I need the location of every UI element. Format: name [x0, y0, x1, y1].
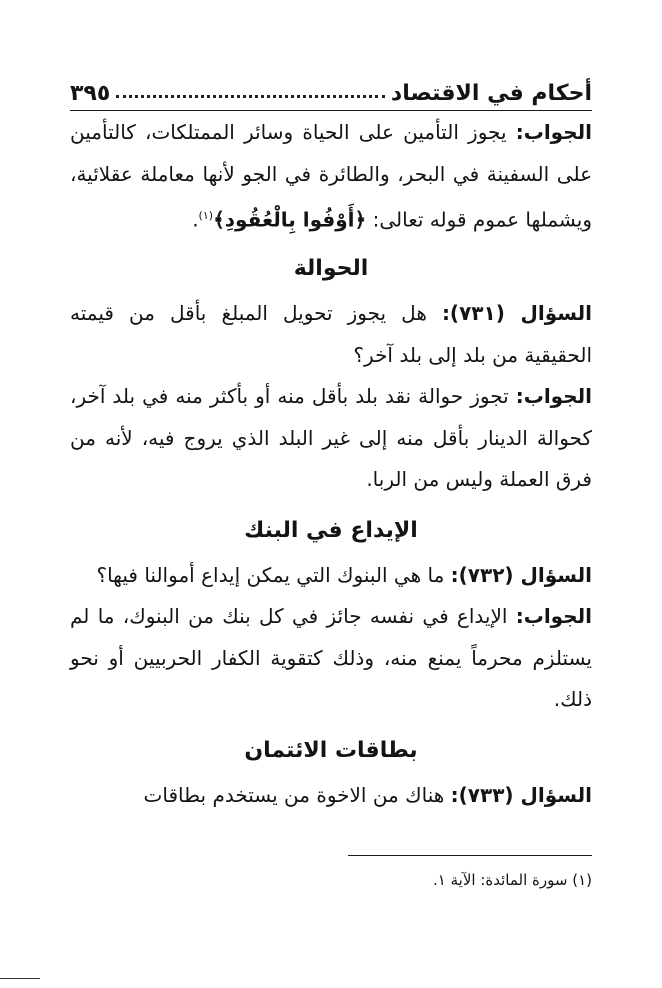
- section-heading-credit-cards: بطاقات الائتمان: [244, 737, 418, 763]
- answer-label: الجواب:: [515, 604, 592, 629]
- section-heading-deposit: الإيداع في البنك: [244, 517, 418, 543]
- question-label: السؤال (٧٣٣):: [450, 782, 592, 807]
- answer-text: تجوز حوالة نقد بلد بأقل منه أو بأكثر منه في بلد آخر، كحوالة الدينار بأقل منه إلى غير البلد الذي يروج فيه، لأنه من فرق العملة وليس من الربا.: [70, 384, 592, 492]
- question-text: ما هي البنوك التي يمكن إيداع أموالنا فيها؟: [96, 562, 451, 587]
- running-header: [70, 66, 592, 111]
- page-number: ٣٩٥: [70, 81, 111, 106]
- header-title: أحكام في الاقتصاد: [390, 81, 592, 106]
- answer-label: الجواب:: [515, 120, 592, 144]
- question-text: هل يجوز تحويل المبلغ بأقل من قيمته الحقيقية من بلد إلى بلد آخر؟: [70, 301, 592, 367]
- question-733: [70, 775, 592, 817]
- answer-insurance: [70, 112, 592, 241]
- footnote: (١) سورة المائدة: الآية ١.: [433, 871, 592, 889]
- question-text: هناك من الاخوة من يستخدم بطاقات: [143, 782, 451, 807]
- quran-verse: ﴿أَوْفُوا بِالْعُقُودِ﴾: [213, 207, 367, 232]
- page-edge-mark: [0, 978, 40, 979]
- footnote-reference: (١): [198, 209, 214, 222]
- question-label: السؤال (٧٣٢):: [450, 562, 592, 587]
- question-731: [70, 293, 592, 376]
- header-leader-dots: [116, 94, 385, 98]
- section-heading-hawala: الحوالة: [293, 256, 369, 282]
- answer-732: [70, 596, 592, 721]
- question-label: السؤال (٧٣١):: [441, 301, 592, 326]
- answer-731: [70, 376, 592, 501]
- sentence-end: .: [192, 207, 199, 232]
- answer-text: يجوز التأمين على الحياة وسائر الممتلكات، كالتأمين على السفينة في البحر، والطائرة في الجو لأنها معاملة عقلائية، ويشملها عموم قوله تعالى:: [70, 120, 592, 232]
- answer-text: الإيداع في نفسه جائز في كل بنك من البنوك، ما لم يستلزم محرماً يمنع منه، وذلك كتقوية الكفار الحربيين أو نحو ذلك.: [70, 604, 592, 712]
- footnote-separator: [348, 855, 592, 856]
- question-732: [70, 555, 592, 597]
- answer-label: الجواب:: [515, 384, 592, 409]
- main-text: [70, 112, 592, 816]
